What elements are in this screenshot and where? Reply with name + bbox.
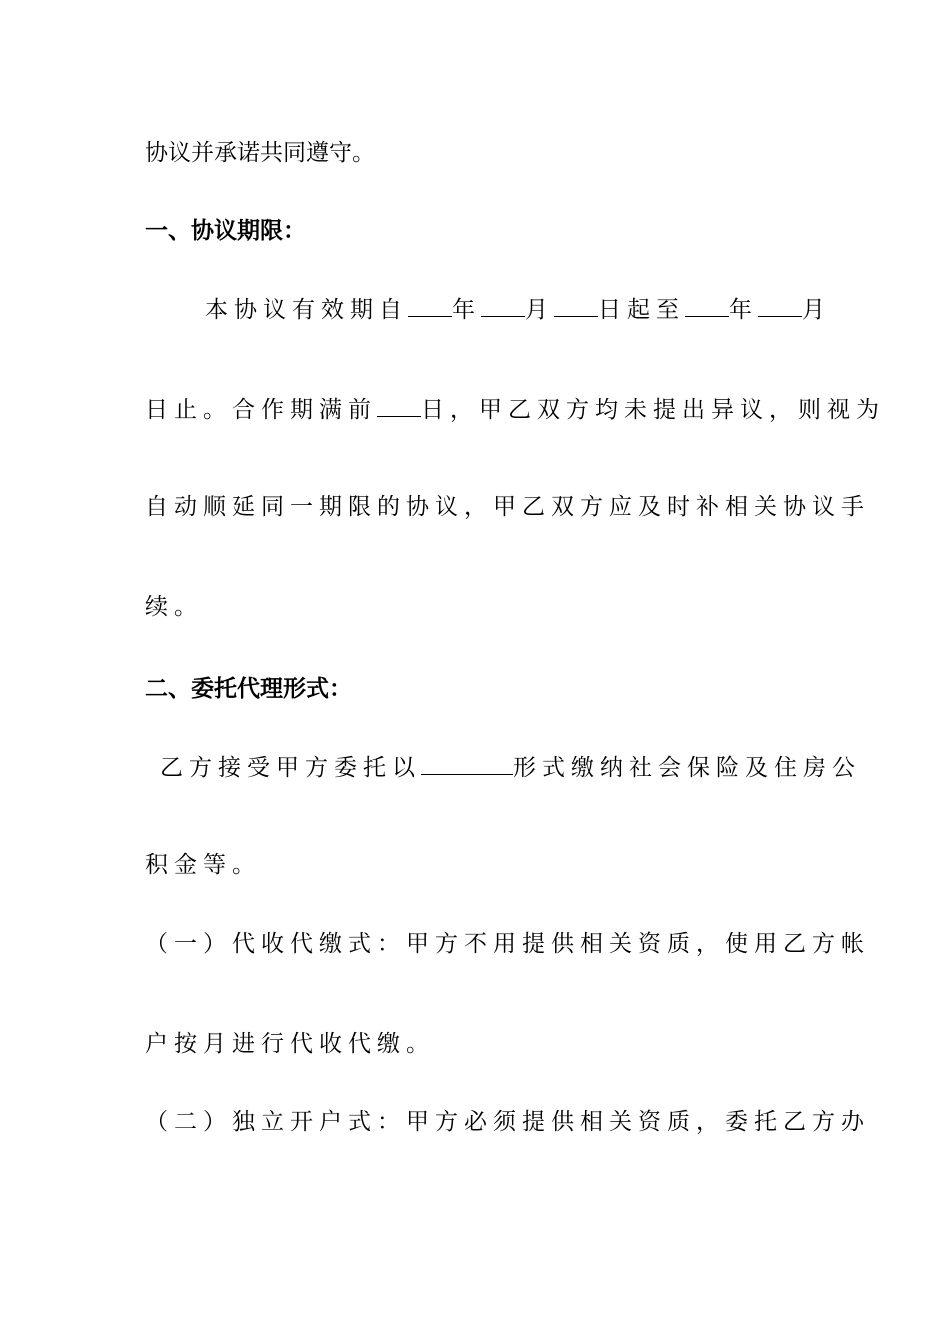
section1-heading — [145, 216, 810, 246]
item1-line2 — [145, 1029, 810, 1059]
end-month-blank — [758, 294, 802, 317]
form-text-1: 乙方接受甲方委托以 — [160, 755, 421, 781]
start-year-blank — [408, 294, 452, 317]
item2-text-1: （二）独立开户式：甲方必须提供相关资质，委托乙方办 — [145, 1109, 870, 1135]
procedure-text: 续。 — [145, 594, 203, 620]
payment-form-blank — [421, 752, 513, 775]
renewal-text: 自动顺延同一期限的协议，甲乙双方应及时补相关协议手 — [145, 494, 870, 520]
section1-paragraph-line2 — [145, 394, 885, 425]
expiry-text-2: 日，甲乙双方均未提出异议，则视为 — [421, 397, 885, 423]
intro-text: 协议并承诺共同遵守。 — [145, 140, 375, 166]
term-text-6: 月 — [802, 297, 831, 323]
section2-paragraph-line1 — [160, 752, 861, 783]
term-text-5: 年 — [729, 297, 758, 323]
term-text-2: 年 — [452, 297, 481, 323]
expiry-text-1: 日止。合作期满前 — [145, 397, 377, 423]
section1-heading-text: 一、协议期限： — [145, 218, 306, 244]
item1-text-2: 户按月进行代收代缴。 — [145, 1031, 435, 1057]
item2-line1 — [145, 1107, 870, 1137]
section2-heading-text: 二、委托代理形式： — [145, 676, 352, 702]
term-text-3: 月 — [525, 297, 554, 323]
section1-paragraph-line1 — [205, 294, 831, 325]
form-text-2: 形式缴纳社会保险及住房公 — [513, 755, 861, 781]
term-text-4: 日起至 — [598, 297, 685, 323]
start-month-blank — [481, 294, 525, 317]
intro-line — [145, 138, 810, 168]
section2-heading — [145, 674, 810, 704]
item1-text-1: （一）代收代缴式：甲方不用提供相关资质，使用乙方帐 — [145, 931, 870, 957]
section1-paragraph-line3 — [145, 492, 870, 522]
term-text-1: 本协议有效期自 — [205, 297, 408, 323]
item1-line1 — [145, 929, 870, 959]
notice-days-blank — [377, 394, 421, 417]
start-day-blank — [554, 294, 598, 317]
section2-paragraph-line2 — [145, 850, 810, 880]
end-year-blank — [685, 294, 729, 317]
fund-text: 积金等。 — [145, 852, 261, 878]
section1-paragraph-line4 — [145, 592, 810, 622]
